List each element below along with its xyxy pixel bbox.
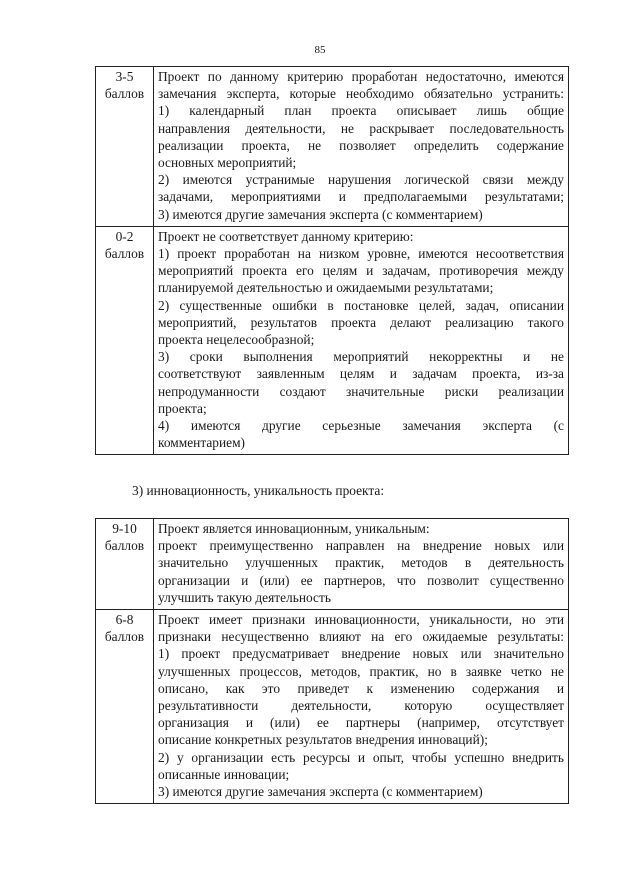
description-line: Проект является инновационным, уникальным: (158, 521, 430, 536)
description-line: замечания эксперта, которые необходимо обязательно устранить: (158, 86, 564, 102)
description-line: направления деятельности, не раскрывает последовательность (158, 120, 564, 136)
description-line: описанные инновации; (158, 766, 290, 782)
description-line: проекта; (158, 400, 207, 416)
section-heading: 3) инновационность, уникальность проекта: (132, 483, 385, 498)
description-line: Проект по данному критерию проработан недостаточно, имеются (158, 69, 564, 84)
description-line: 4) имеются другие серьезные замечания эксперта (с (158, 418, 564, 434)
criteria-table-innovation (95, 518, 569, 804)
description-line: признаки несущественно влияют на его ожидаемые результаты: (158, 629, 564, 645)
score-range: 0-2 (115, 228, 134, 244)
description-line: 2) у организации есть ресурсы и опыт, чтобы успешно внедрить (158, 749, 564, 765)
criteria-row (96, 67, 569, 227)
description-line: основных мероприятий; (158, 155, 297, 171)
score-unit: баллов (104, 86, 145, 102)
criteria-row (96, 610, 569, 804)
score-unit: баллов (104, 538, 145, 554)
description-cell (154, 519, 569, 610)
description-line: мероприятий, результатов проекта делают реализацию такого (158, 314, 564, 330)
description-line: результативности деятельности, которую осуществляет (158, 698, 564, 714)
description-line: 1) проект проработан на низком уровне, имеются несоответствия (158, 246, 564, 262)
description-line: непродуманности создают значительные риски реализации (158, 383, 564, 399)
description-line: описание конкретных результатов внедрения инноваций); (158, 732, 488, 748)
score-unit: баллов (104, 246, 145, 262)
description-line: 3) имеются другие замечания эксперта (с комментарием) (158, 206, 483, 222)
description-line: 1) календарный план проекта описывает лишь общие (158, 103, 564, 119)
description-line: 1) проект предусматривает внедрение новых или значительно (158, 646, 564, 662)
score-cell (96, 519, 154, 610)
score-cell (96, 610, 154, 804)
description-line: соответствуют заявленным целям и задачам проекта, из-за (158, 366, 564, 382)
description-cell (154, 610, 569, 804)
description-cell (154, 67, 569, 227)
description-line: организации и (или) ее партнеров, что позволит существенно (158, 572, 564, 588)
criteria-row (96, 519, 569, 610)
description-line: 2) имеются устранимые нарушения логической связи между (158, 172, 564, 188)
score-range: 6-8 (115, 612, 134, 628)
description-line: улучшенных процессов, методов, практик, но в заявке четко не (158, 663, 564, 679)
criteria-table-implementation (95, 66, 569, 455)
description-line: проекта нецелесообразной; (158, 332, 315, 348)
description-line: организация и (или) ее партнеры (например, отсутствует (158, 715, 564, 731)
description-cell (154, 226, 569, 455)
description-line: Проект имеет признаки инновационности, уникальности, но эти (158, 612, 564, 628)
description-line: значительно улучшенных практик, методов в деятельность (158, 555, 564, 571)
description-line: Проект не соответствует данному критерию: (158, 228, 414, 244)
description-line: реализации проекта, не позволяет определить содержание (158, 137, 564, 153)
description-line: 3) сроки выполнения мероприятий некорректны и не (158, 349, 564, 365)
description-line: описано, как это приведет к изменению содержания и (158, 680, 564, 696)
score-unit: баллов (104, 629, 145, 645)
description-line: улучшить такую деятельность (158, 589, 331, 605)
criteria-row (96, 226, 569, 455)
description-line: задачами, мероприятиями и предполагаемыми результатами; (158, 189, 564, 205)
page-number: 85 (314, 44, 326, 56)
score-cell (96, 67, 154, 227)
score-range: 3-5 (115, 69, 134, 84)
score-cell (96, 226, 154, 455)
description-line: 3) имеются другие замечания эксперта (с комментарием) (158, 784, 483, 800)
description-line: 2) существенные ошибки в постановке целей, задач, описании (158, 297, 564, 313)
description-line: планируемой деятельностью и ожидаемыми результатами; (158, 280, 494, 296)
description-line: мероприятий проекта его целям и задачам, противоречия между (158, 263, 564, 279)
description-line: проект преимущественно направлен на внедрение новых или (158, 538, 564, 554)
score-range: 9-10 (112, 521, 137, 536)
description-line: комментарием) (158, 435, 246, 451)
